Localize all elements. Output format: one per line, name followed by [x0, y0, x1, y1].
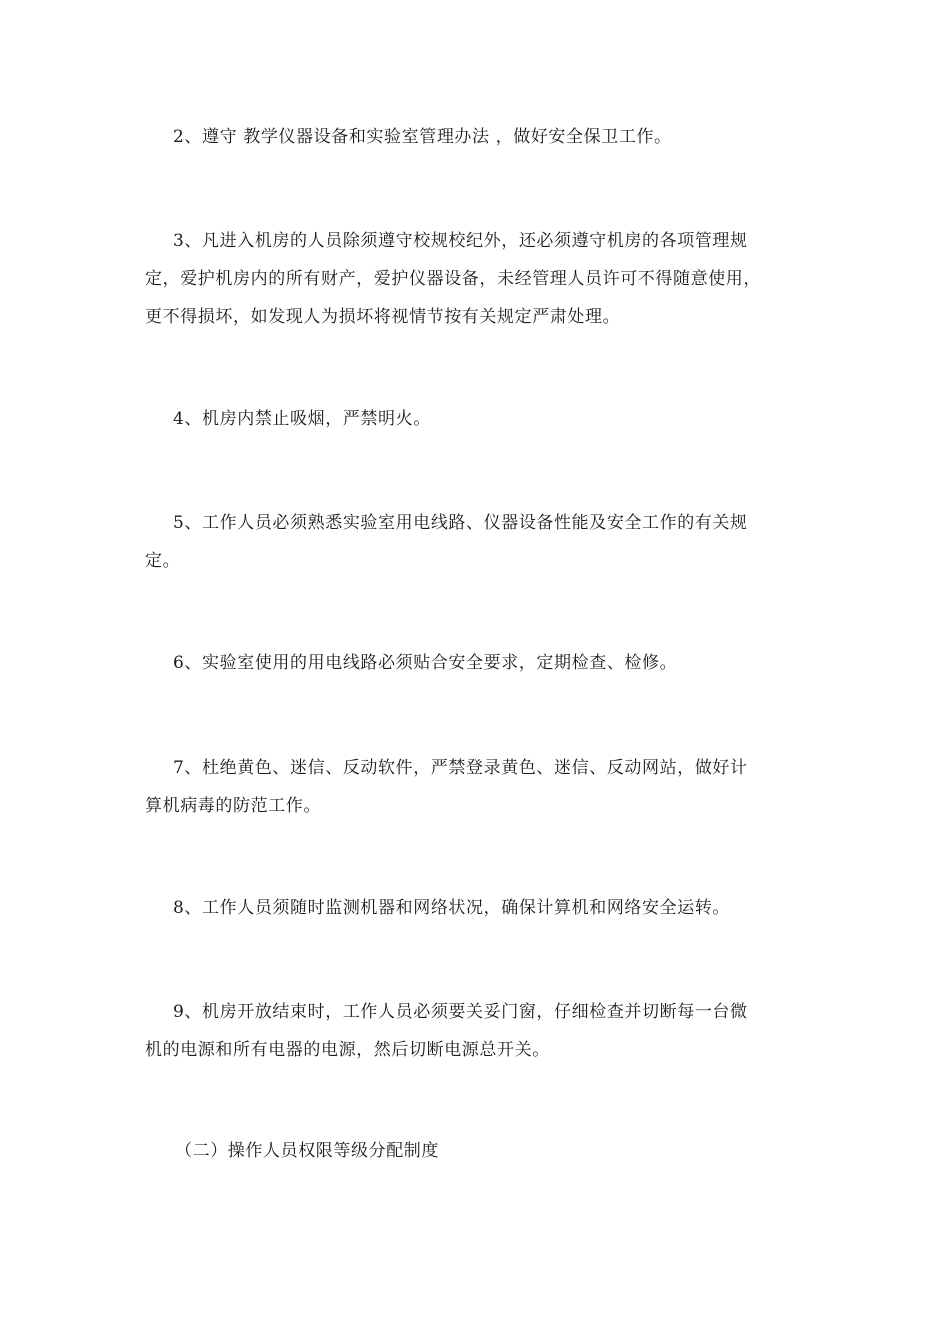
paragraph-item-3: [145, 222, 805, 336]
paragraph-line: 2、遵守 教学仪器设备和实验室管理办法 ，做好安全保卫工作。: [173, 127, 672, 147]
section-heading: （二）操作人员权限等级分配制度: [175, 1141, 439, 1161]
paragraph-item-4: [145, 400, 805, 438]
paragraph-item-6: [145, 644, 805, 682]
paragraph-line: 算机病毒的防范工作。: [145, 796, 321, 816]
paragraph-line: 6、实验室使用的用电线路必须贴合安全要求，定期检查、检修。: [173, 653, 678, 673]
paragraph-item-7: [145, 749, 805, 825]
paragraph-line: 8、工作人员须随时监测机器和网络状况，确保计算机和网络安全运转。: [173, 898, 731, 918]
paragraph-line: 定，爱护机房内的所有财产，爱护仪器设备，未经管理人员许可不得随意使用，: [145, 269, 761, 289]
paragraph-line: 7、杜绝黄色、迷信、反动软件，严禁登录黄色、迷信、反动网站，做好计: [173, 758, 748, 778]
paragraph-line: 4、机房内禁止吸烟，严禁明火。: [173, 409, 431, 429]
paragraph-item-5: [145, 504, 805, 580]
paragraph-line: 5、工作人员必须熟悉实验室用电线路、仪器设备性能及安全工作的有关规: [173, 513, 748, 533]
paragraph-line: 更不得损坏，如发现人为损坏将视情节按有关规定严肃处理。: [145, 307, 621, 327]
paragraph-item-2: [145, 118, 805, 156]
paragraph-line: 9、机房开放结束时，工作人员必须要关妥门窗，仔细检查并切断每一台微: [173, 1002, 748, 1022]
paragraph-line: 定。: [145, 551, 181, 571]
paragraph-item-8: [145, 889, 805, 927]
paragraph-item-9: [145, 993, 805, 1069]
paragraph-line: 机的电源和所有电器的电源，然后切断电源总开关。: [145, 1040, 550, 1060]
paragraph-line: 3、凡进入机房的人员除须遵守校规校纪外，还必须遵守机房的各项管理规: [173, 231, 748, 251]
